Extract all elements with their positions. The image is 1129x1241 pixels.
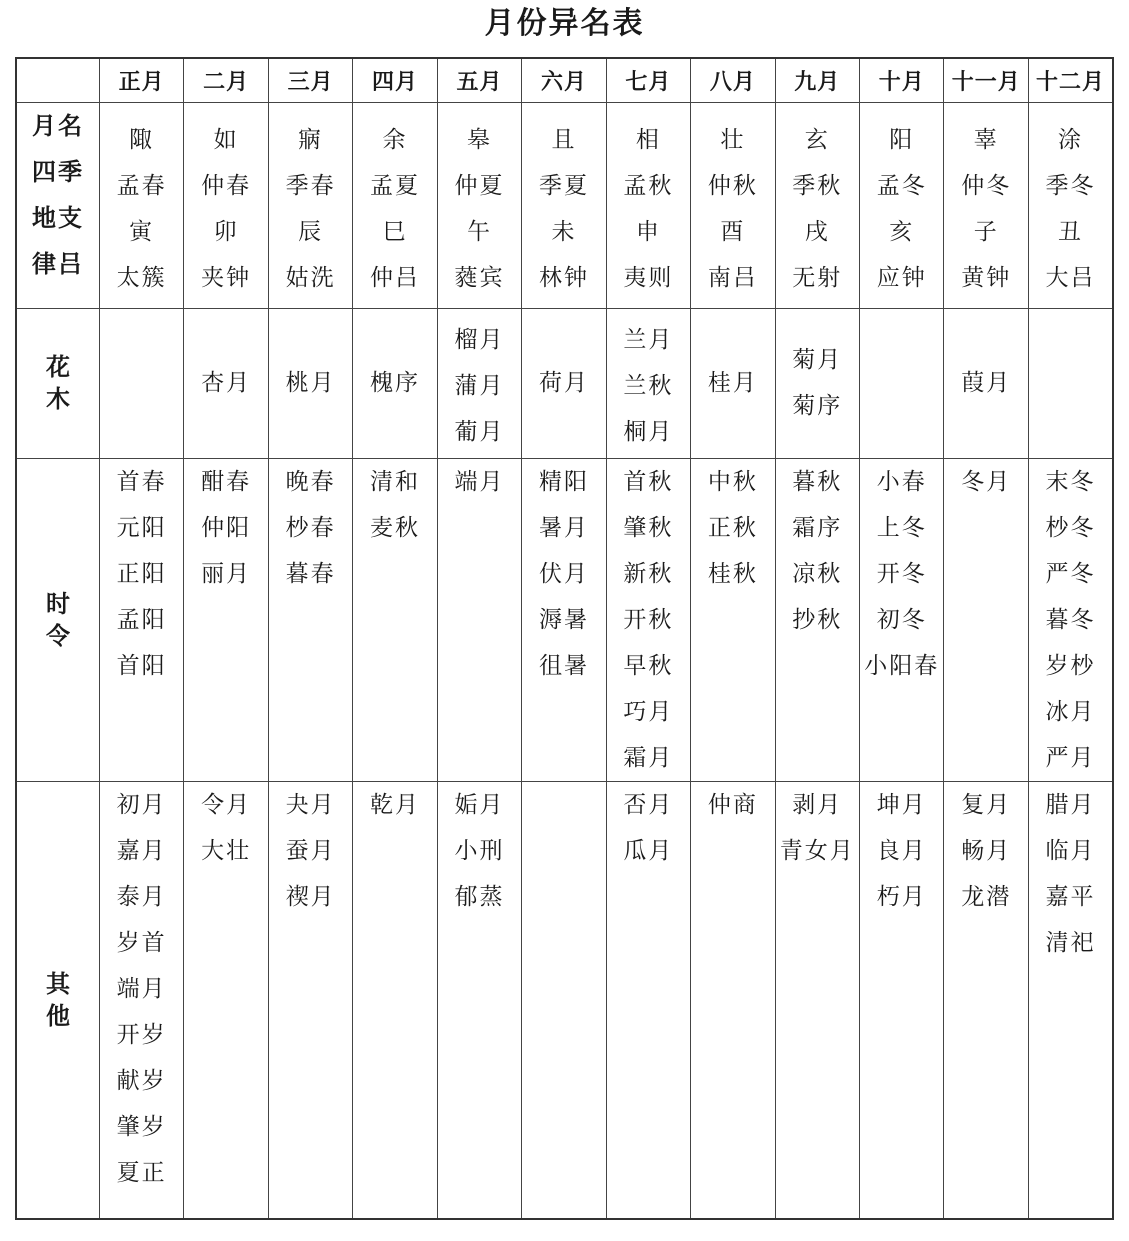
flower-cell (437, 308, 521, 458)
basic-name: 如 (213, 126, 239, 153)
basic-name: 大吕 (1045, 264, 1096, 291)
season-name: 末冬 (1045, 468, 1096, 495)
season-name: 小阳春 (864, 652, 940, 679)
season-name: 麦秋 (370, 514, 421, 541)
page-title: 月份异名表 (484, 6, 645, 41)
row-label-other: 其他 (16, 781, 99, 1219)
flower-name: 槐序 (370, 370, 421, 396)
basic-cell (184, 102, 268, 308)
basic-name: 季夏 (538, 172, 589, 199)
basic-name: 姑洗 (285, 264, 336, 291)
season-name: 徂暑 (538, 652, 589, 679)
season-cell (860, 458, 944, 781)
basic-name: 仲秋 (707, 172, 758, 199)
other-name: 令月 (201, 791, 252, 818)
other-name: 献岁 (116, 1067, 167, 1094)
header-row (16, 58, 1113, 102)
basic-name: 南吕 (707, 264, 758, 291)
basic-name: 相 (635, 126, 661, 153)
row-label-pitch-pipe: 律吕 (31, 249, 84, 278)
season-name: 巧月 (623, 698, 674, 725)
season-name: 晚春 (285, 468, 336, 495)
basic-cell (860, 102, 944, 308)
season-name: 清和 (370, 468, 421, 495)
other-name: 乾月 (370, 791, 421, 818)
basic-name: 午 (466, 218, 492, 245)
row-label-flower: 花木 (16, 308, 99, 458)
other-name: 小刑 (454, 837, 505, 864)
season-name: 中秋 (707, 468, 758, 495)
month-header: 三月 (268, 58, 352, 102)
basic-name: 季冬 (1045, 172, 1096, 199)
other-name: 岁首 (116, 929, 167, 956)
flower-name: 桃月 (285, 370, 336, 396)
month-header: 五月 (437, 58, 521, 102)
other-name: 腊月 (1045, 791, 1096, 818)
flower-cell (184, 308, 268, 458)
season-cell (606, 458, 690, 781)
month-header: 九月 (775, 58, 859, 102)
basic-name: 申 (635, 218, 661, 245)
other-cell (606, 781, 690, 1219)
other-name: 畅月 (961, 837, 1012, 864)
flower-name: 葡月 (454, 418, 505, 445)
other-name: 复月 (961, 791, 1012, 818)
basic-name: 且 (551, 126, 577, 153)
flower-name: 菊月 (792, 347, 843, 373)
season-name: 丽月 (201, 560, 252, 587)
season-name: 霜月 (623, 744, 674, 771)
season-name: 新秋 (623, 560, 674, 587)
season-name: 暮春 (285, 560, 336, 587)
season-name: 岁杪 (1045, 652, 1096, 679)
season-name: 杪冬 (1045, 514, 1096, 541)
season-name: 小春 (876, 468, 927, 495)
season-cell (268, 458, 352, 781)
month-header: 六月 (522, 58, 606, 102)
basic-cell (522, 102, 606, 308)
other-name: 清祀 (1045, 929, 1096, 956)
flower-cell (1028, 308, 1113, 458)
other-name: 嘉月 (116, 837, 167, 864)
flower-name: 榴月 (454, 326, 505, 353)
basic-name: 仲夏 (454, 172, 505, 199)
basic-name: 仲春 (201, 172, 252, 199)
season-name: 初冬 (876, 606, 927, 633)
season-row (16, 458, 1113, 781)
other-name: 肇岁 (116, 1113, 167, 1140)
basic-name: 皋 (466, 126, 492, 153)
basic-name: 无射 (792, 264, 843, 291)
month-header: 十月 (860, 58, 944, 102)
other-name: 临月 (1045, 837, 1096, 864)
season-cell (437, 458, 521, 781)
basic-name: 余 (382, 126, 408, 153)
basic-name: 季春 (285, 172, 336, 199)
other-cell (99, 781, 183, 1219)
flower-cell (944, 308, 1028, 458)
basic-name: 蕤宾 (454, 264, 505, 291)
flower-cell (606, 308, 690, 458)
other-name: 蚕月 (285, 837, 336, 864)
basic-cell (353, 102, 437, 308)
month-header: 八月 (691, 58, 775, 102)
season-name: 首阳 (116, 652, 167, 679)
basic-name: 季秋 (792, 172, 843, 199)
season-name: 酣春 (201, 468, 252, 495)
basic-name: 辰 (298, 218, 324, 245)
flower-cell (268, 308, 352, 458)
season-name: 正秋 (707, 514, 758, 541)
flower-row (16, 308, 1113, 458)
basic-name: 林钟 (538, 264, 589, 291)
other-name: 大壮 (201, 837, 252, 864)
other-name: 夬月 (285, 791, 336, 818)
other-row (16, 781, 1113, 1219)
basic-name: 夹钟 (201, 264, 252, 291)
flower-name: 杏月 (201, 370, 252, 396)
flower-cell (860, 308, 944, 458)
basic-name: 丑 (1057, 218, 1083, 245)
month-header: 七月 (606, 58, 690, 102)
month-header: 二月 (184, 58, 268, 102)
season-name: 肇秋 (623, 514, 674, 541)
season-name: 正阳 (116, 560, 167, 587)
row-label-month-name: 月名 (31, 111, 84, 140)
basic-name: 孟夏 (370, 172, 421, 199)
basic-name: 玄 (804, 126, 830, 153)
month-names-table (15, 57, 1114, 1220)
basic-name: 巳 (382, 218, 408, 245)
basic-labels-cell (16, 102, 99, 308)
basic-name: 涂 (1057, 126, 1083, 153)
other-name: 龙潜 (961, 883, 1012, 910)
basic-name: 辜 (973, 126, 999, 153)
other-cell (437, 781, 521, 1219)
flower-name: 葭月 (961, 370, 1012, 396)
basic-name: 卯 (213, 218, 239, 245)
row-label-four-seasons: 四季 (31, 157, 84, 186)
flower-cell (691, 308, 775, 458)
basic-cell (268, 102, 352, 308)
other-name: 剥月 (792, 791, 843, 818)
season-cell (775, 458, 859, 781)
month-header: 十二月 (1028, 58, 1113, 102)
other-cell (944, 781, 1028, 1219)
flower-name: 兰秋 (623, 372, 674, 399)
basic-cell (1028, 102, 1113, 308)
basic-cell (99, 102, 183, 308)
season-name: 上冬 (876, 514, 927, 541)
basic-name: 孟冬 (876, 172, 927, 199)
basic-name: 陬 (129, 126, 155, 153)
corner-cell (16, 58, 99, 102)
basic-name: 壮 (720, 126, 746, 153)
flower-cell (353, 308, 437, 458)
other-cell (1028, 781, 1113, 1219)
month-header: 正月 (99, 58, 183, 102)
season-name: 仲阳 (201, 514, 252, 541)
other-name: 青女月 (779, 837, 855, 864)
row-label-season: 时令 (16, 458, 99, 781)
other-name: 端月 (116, 975, 167, 1002)
basic-cell (606, 102, 690, 308)
other-cell (775, 781, 859, 1219)
other-cell (691, 781, 775, 1219)
basic-name: 阳 (889, 126, 915, 153)
season-cell (522, 458, 606, 781)
flower-name: 兰月 (623, 326, 674, 353)
season-name: 凉秋 (792, 560, 843, 587)
basic-name: 寅 (129, 218, 155, 245)
season-name: 冰月 (1045, 698, 1096, 725)
other-name: 坤月 (876, 791, 927, 818)
season-cell (184, 458, 268, 781)
season-cell (99, 458, 183, 781)
other-name: 夏正 (116, 1159, 167, 1186)
other-name: 否月 (623, 791, 674, 818)
basic-name: 子 (973, 218, 999, 245)
basic-cell (437, 102, 521, 308)
flower-cell (99, 308, 183, 458)
basic-name: 夷则 (623, 264, 674, 291)
season-name: 伏月 (538, 560, 589, 587)
flower-cell (775, 308, 859, 458)
season-name: 孟阳 (116, 606, 167, 633)
other-name: 良月 (876, 837, 927, 864)
other-name: 姤月 (454, 791, 505, 818)
flower-name: 桐月 (623, 418, 674, 445)
other-name: 初月 (116, 791, 167, 818)
season-name: 暑月 (538, 514, 589, 541)
season-name: 霜序 (792, 514, 843, 541)
basic-name: 未 (551, 218, 577, 245)
season-name: 严月 (1045, 744, 1096, 771)
basic-name: 孟春 (116, 172, 167, 199)
season-name: 开冬 (876, 560, 927, 587)
season-name: 桂秋 (707, 560, 758, 587)
other-name: 郁蒸 (454, 883, 505, 910)
other-name: 泰月 (116, 883, 167, 910)
flower-name: 桂月 (707, 370, 758, 396)
other-cell (268, 781, 352, 1219)
other-cell (353, 781, 437, 1219)
basic-name: 仲冬 (961, 172, 1012, 199)
basic-name: 孟秋 (623, 172, 674, 199)
season-cell (353, 458, 437, 781)
season-name: 杪春 (285, 514, 336, 541)
basic-cell (944, 102, 1028, 308)
month-header: 十一月 (944, 58, 1028, 102)
month-header: 四月 (353, 58, 437, 102)
flower-cell (522, 308, 606, 458)
basic-name: 黄钟 (961, 264, 1012, 291)
season-name: 首春 (116, 468, 167, 495)
basic-name: 亥 (889, 218, 915, 245)
season-name: 冬月 (961, 468, 1012, 495)
other-name: 禊月 (285, 883, 336, 910)
season-name: 精阳 (538, 468, 589, 495)
season-name: 早秋 (623, 652, 674, 679)
season-cell (691, 458, 775, 781)
other-cell (522, 781, 606, 1219)
season-name: 暮秋 (792, 468, 843, 495)
flower-name: 菊序 (792, 393, 843, 419)
season-name: 开秋 (623, 606, 674, 633)
season-name: 溽暑 (538, 606, 589, 633)
season-cell (944, 458, 1028, 781)
season-name: 首秋 (623, 468, 674, 495)
basic-name: 酉 (720, 218, 746, 245)
season-cell (1028, 458, 1113, 781)
other-cell (860, 781, 944, 1219)
season-name: 暮冬 (1045, 606, 1096, 633)
other-name: 仲商 (707, 791, 758, 818)
other-cell (184, 781, 268, 1219)
other-name: 嘉平 (1045, 883, 1096, 910)
basic-name: 戌 (804, 218, 830, 245)
other-name: 朽月 (876, 883, 927, 910)
basic-name: 仲吕 (370, 264, 421, 291)
basic-name: 太簇 (116, 264, 167, 291)
basic-cell (691, 102, 775, 308)
row-label-earthly-branch: 地支 (31, 203, 84, 232)
other-name: 瓜月 (623, 837, 674, 864)
basic-names-row (16, 102, 1113, 308)
flower-name: 蒲月 (454, 372, 505, 399)
season-name: 元阳 (116, 514, 167, 541)
season-name: 端月 (454, 468, 505, 495)
season-name: 严冬 (1045, 560, 1096, 587)
season-name: 抄秋 (792, 606, 843, 633)
basic-cell (775, 102, 859, 308)
basic-name: 寎 (298, 126, 324, 153)
other-name: 开岁 (116, 1021, 167, 1048)
flower-name: 荷月 (538, 370, 589, 396)
basic-name: 应钟 (876, 264, 927, 291)
